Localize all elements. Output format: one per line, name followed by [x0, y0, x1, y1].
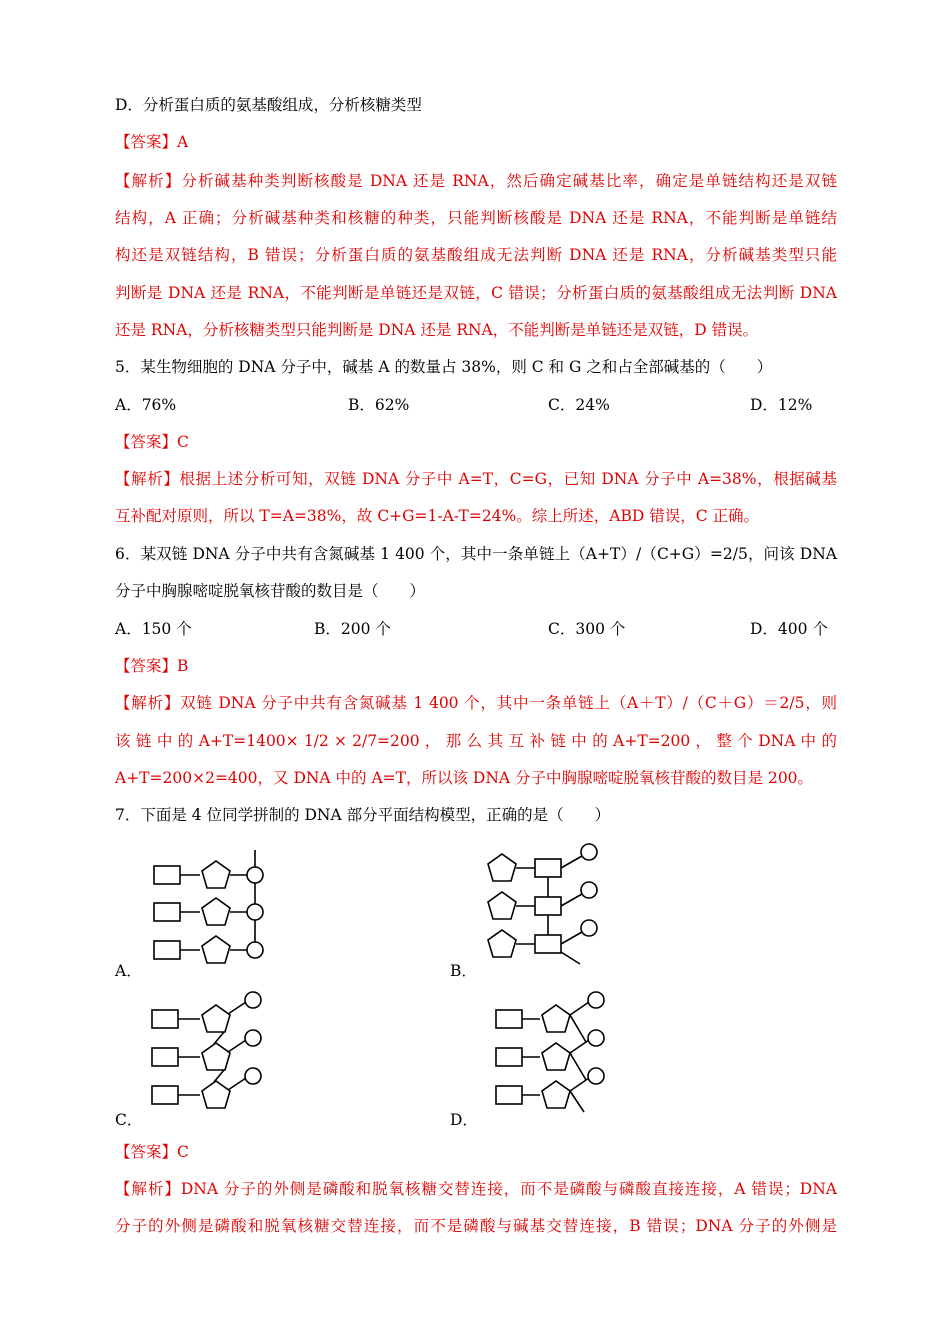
q5-option-c: C．24%	[548, 396, 610, 414]
q6-stem-line: 分子中胸腺嘧啶脱氧核苷酸的数目是（ ）	[115, 582, 426, 600]
q4-analysis-line: 还是 RNA，分析核糖类型只能判断是 DNA 还是 RNA，不能判断是单链还是双链，D 错误。	[115, 321, 759, 339]
figure-label-b: B．	[450, 962, 477, 980]
figure-label-a: A．	[115, 962, 142, 980]
q5-option-d: D．12%	[750, 396, 813, 414]
figure-label-c: C．	[115, 1111, 143, 1129]
q4-answer: 【答案】A	[115, 133, 189, 151]
q5-stem: 5．某生物细胞的 DNA 分子中，碱基 A 的数量占 38%，则 C 和 G 之和占全部碱基的（ ）	[115, 358, 773, 376]
q5-option-a: A．76%	[115, 396, 177, 414]
q4-option-d: D．分析蛋白质的氨基酸组成，分析核糖类型	[115, 96, 422, 114]
q6-option-a: A．150 个	[115, 620, 192, 638]
q7-answer: 【答案】C	[115, 1143, 189, 1161]
figure-option-c	[150, 994, 280, 1128]
figure-option-d	[494, 994, 624, 1128]
q5-answer: 【答案】C	[115, 433, 189, 451]
q4-analysis-line: 【解析】分析碱基种类判断核酸是 DNA 还是 RNA，然后确定碱基比率，确定是单链结构还是双链	[115, 172, 837, 190]
q6-option-d: D．400 个	[750, 620, 828, 638]
q6-option-c: C．300 个	[548, 620, 626, 638]
q6-analysis-line: 该 链 中 的 A+T=1400× 1/2 × 2/7=200 ， 那 么 其 互 补 链 中 的 A+T=200 ， 整 个 DNA 中 的	[115, 732, 837, 750]
dna-model-d-diagram	[494, 994, 624, 1124]
dna-model-c-diagram	[150, 994, 280, 1124]
dna-model-a-diagram	[150, 848, 280, 978]
figure-label-d: D．	[450, 1111, 478, 1129]
figure-option-a	[150, 848, 280, 982]
dna-model-b-diagram	[480, 840, 610, 970]
q4-analysis-line: 结构，A 正确；分析碱基种类和核糖的种类，只能判断核酸是 DNA 还是 RNA，不能判断是单链结	[115, 209, 837, 227]
q6-answer: 【答案】B	[115, 657, 189, 675]
q6-stem-line: 6．某双链 DNA 分子中共有含氮碱基 1 400 个，其中一条单链上（A+T）/（C+G）=2/5，问该 DNA	[115, 545, 837, 563]
q5-analysis-line: 【解析】根据上述分析可知，双链 DNA 分子中 A=T，C=G，已知 DNA 分子中 A=38%，根据碱基	[115, 470, 837, 488]
q4-analysis-line: 判断是 DNA 还是 RNA，不能判断是单链还是双链，C 错误；分析蛋白质的氨基酸组成无法判断 DNA	[115, 284, 837, 302]
q4-analysis-line: 构还是双链结构，B 错误；分析蛋白质的氨基酸组成无法判断 DNA 还是 RNA，分析碱基类型只能	[115, 246, 837, 264]
q5-analysis-line: 互补配对原则，所以 T=A=38%，故 C+G=1-A-T=24%。综上所述，ABD 错误，C 正确。	[115, 507, 760, 525]
figure-option-b	[480, 840, 610, 974]
q7-stem: 7．下面是 4 位同学拼制的 DNA 部分平面结构模型，正确的是（ ）	[115, 806, 611, 824]
q6-analysis-line: A+T=200×2=400，又 DNA 中的 A=T，所以该 DNA 分子中胸腺嘧啶脱氧核苷酸的数目是 200。	[115, 769, 814, 787]
q5-option-b: B．62%	[348, 396, 410, 414]
q6-analysis-line: 【解析】双链 DNA 分子中共有含氮碱基 1 400 个，其中一条单链上（A＋T）/（C＋G）＝2/5，则	[115, 694, 837, 712]
q7-analysis-line: 【解析】DNA 分子的外侧是磷酸和脱氧核糖交替连接，而不是磷酸与磷酸直接连接，A 错误；DNA	[115, 1180, 837, 1198]
q7-analysis-line: 分子的外侧是磷酸和脱氧核糖交替连接，而不是磷酸与碱基交替连接，B 错误；DNA 分子的外侧是	[115, 1217, 837, 1235]
q6-option-b: B．200 个	[314, 620, 391, 638]
